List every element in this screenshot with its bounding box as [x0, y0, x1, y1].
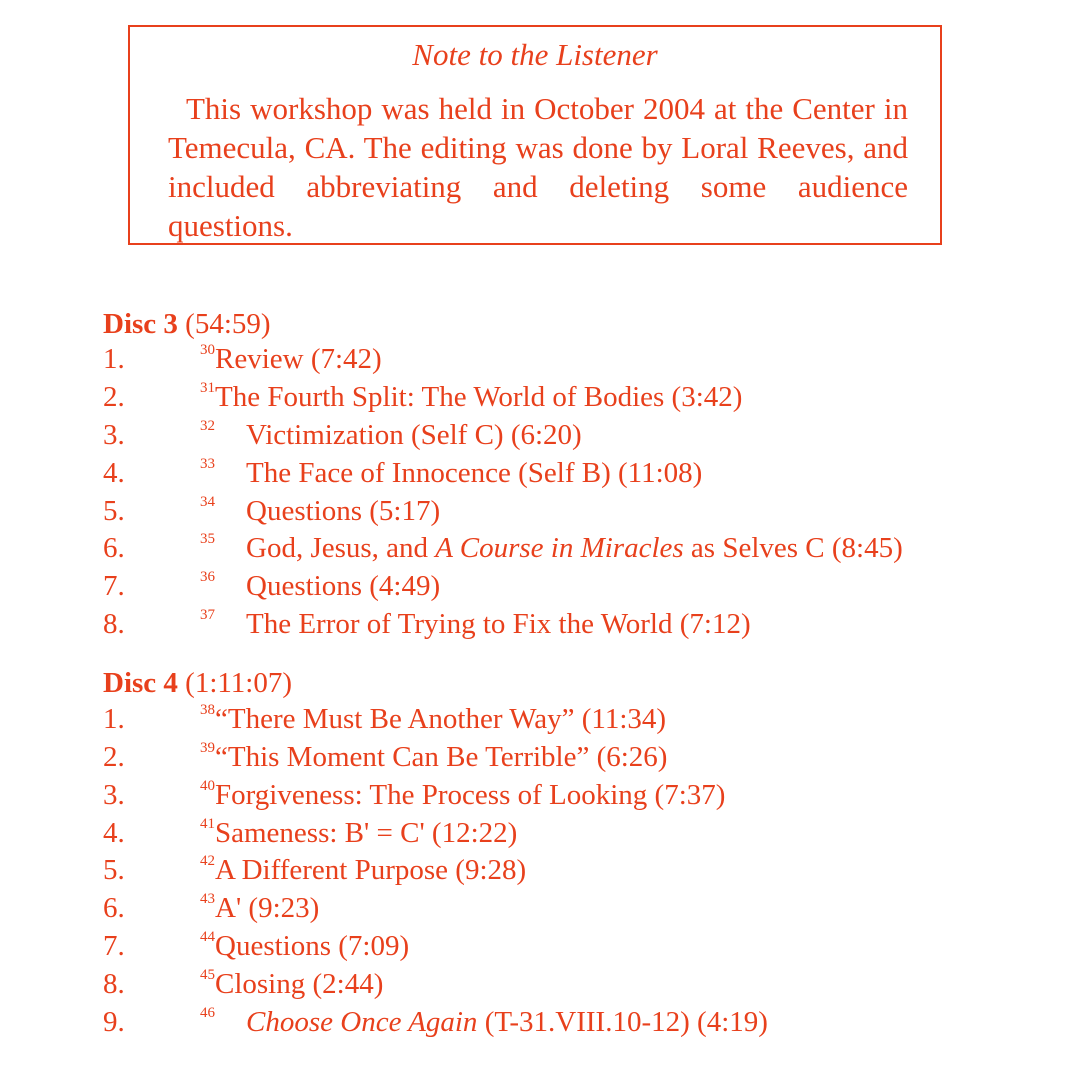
track-number: 7.: [103, 930, 125, 962]
track-title: Forgiveness: The Process of Looking (7:37): [215, 779, 726, 811]
track-title: The Face of Innocence (Self B) (11:08): [246, 457, 703, 489]
track-title-suffix: as Selves C (8:45): [683, 532, 903, 564]
track-ref: 33: [200, 456, 215, 472]
track-item: [103, 493, 1043, 529]
track-number: 3.: [103, 779, 125, 811]
disc-label: Disc 4: [103, 667, 178, 699]
track-number: 4.: [103, 817, 125, 849]
disc-duration: (1:11:07): [185, 667, 293, 699]
track-ref: 43: [200, 891, 215, 907]
track-ref: 42: [200, 853, 215, 869]
track-ref: 32: [200, 418, 215, 434]
track-title: Closing (2:44): [215, 968, 384, 1000]
track-item: [103, 815, 1043, 851]
track-ref: 40: [200, 778, 215, 794]
track-ref: 44: [200, 929, 215, 945]
track-item: [103, 966, 1043, 1002]
track-ref: 31: [200, 380, 215, 396]
disc-4-heading: [103, 666, 292, 700]
track-title-italic: Choose Once Again: [246, 1006, 478, 1038]
track-item: [103, 568, 1043, 604]
track-number: 5.: [103, 854, 125, 886]
track-number: 8.: [103, 608, 125, 640]
track-number: 6.: [103, 892, 125, 924]
track-title: Sameness: B' = C' (12:22): [215, 817, 518, 849]
track-number: 4.: [103, 457, 125, 489]
track-title: The Fourth Split: The World of Bodies (3:42): [215, 381, 743, 413]
note-title: Note to the Listener: [412, 37, 658, 72]
listener-note-box: [128, 25, 942, 245]
track-number: 2.: [103, 741, 125, 773]
track-ref: 37: [200, 607, 215, 623]
track-item: [103, 530, 1043, 566]
track-ref: 30: [200, 342, 215, 358]
track-ref: 35: [200, 531, 215, 547]
note-body: This workshop was held in October 2004 at the Center in Temecula, CA. The editing was done by Loral Reeves, and included abbreviating and deleting some audience questions.: [168, 91, 908, 243]
track-item: [103, 379, 1043, 415]
track-title: Questions (5:17): [246, 495, 441, 527]
track-title: “There Must Be Another Way” (11:34): [215, 703, 667, 735]
track-item: [103, 1004, 1043, 1040]
track-title: Questions (7:09): [215, 930, 410, 962]
track-ref: 38: [200, 702, 215, 718]
track-number: 7.: [103, 570, 125, 602]
track-item: [103, 852, 1043, 888]
track-item: [103, 928, 1043, 964]
track-number: 3.: [103, 419, 125, 451]
track-number: 1.: [103, 703, 125, 735]
track-item: [103, 701, 1043, 737]
track-title-suffix: (T-31.VIII.10-12) (4:19): [477, 1006, 768, 1038]
track-title: God, Jesus, and: [246, 532, 436, 564]
track-item: [103, 341, 1043, 377]
track-number: 2.: [103, 381, 125, 413]
track-title: A Different Purpose (9:28): [215, 854, 527, 886]
track-item: [103, 455, 1043, 491]
track-ref: 39: [200, 740, 215, 756]
track-number: 9.: [103, 1006, 125, 1038]
track-item: [103, 777, 1043, 813]
track-title: Victimization (Self C) (6:20): [246, 419, 582, 451]
track-ref: 45: [200, 967, 215, 983]
track-ref: 46: [200, 1005, 215, 1021]
track-title: “This Moment Can Be Terrible” (6:26): [215, 741, 668, 773]
disc-3-heading: [103, 307, 271, 341]
track-item: [103, 417, 1043, 453]
track-number: 5.: [103, 495, 125, 527]
track-title: Review (7:42): [215, 343, 382, 375]
disc-duration: (54:59): [185, 308, 271, 340]
track-ref: 41: [200, 816, 215, 832]
track-number: 6.: [103, 532, 125, 564]
track-title: The Error of Trying to Fix the World (7:12): [246, 608, 751, 640]
track-title-italic: A Course in Miracles: [435, 532, 684, 564]
track-item: [103, 890, 1043, 926]
track-title: Questions (4:49): [246, 570, 441, 602]
track-title: A' (9:23): [215, 892, 320, 924]
track-number: 8.: [103, 968, 125, 1000]
track-number: 1.: [103, 343, 125, 375]
track-item: [103, 606, 1043, 642]
track-item: [103, 739, 1043, 775]
track-ref: 36: [200, 569, 215, 585]
track-ref: 34: [200, 494, 215, 510]
disc-label: Disc 3: [103, 308, 178, 340]
